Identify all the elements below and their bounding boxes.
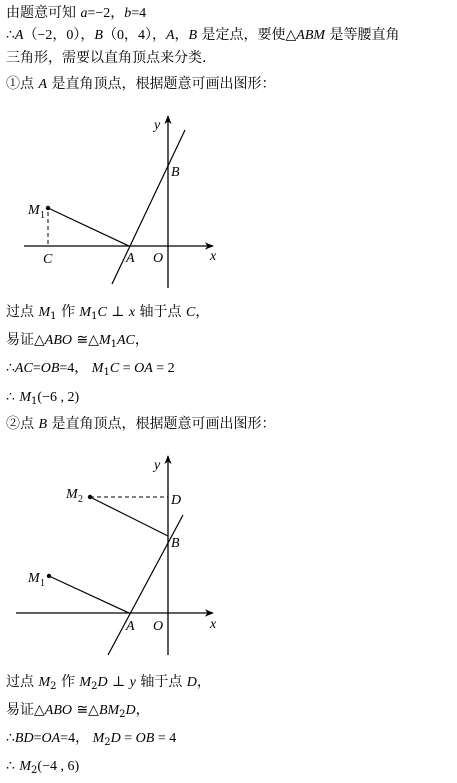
point-m1: [46, 206, 50, 210]
label-o: O: [153, 251, 164, 266]
point-m1: [47, 574, 51, 578]
text-line-3: 三角形，需要以直角顶点来分类.: [6, 50, 207, 66]
label-b: B: [171, 165, 180, 180]
point-m2: [88, 495, 92, 499]
label-c: C: [43, 252, 53, 267]
text-line-6: 易证△ABO $≅\triangle M_1AC$，: [6, 332, 149, 350]
figure-1: [0, 110, 457, 300]
label-m1-sub: 1: [40, 210, 45, 221]
label-y: y: [154, 458, 161, 473]
label-m1: M: [28, 571, 40, 586]
label-b: B: [171, 536, 180, 551]
label-a: A: [126, 251, 135, 266]
text-line-9: ②点 B 是直角顶点，根据题意可画出图形：: [6, 416, 276, 432]
segment-m1-a: [49, 576, 129, 613]
label-o: O: [153, 619, 164, 634]
text-line-4: ①点 A 是直角顶点，根据题意可画出图形：: [6, 76, 276, 92]
label-d: D: [171, 493, 182, 508]
label-a: A: [126, 619, 135, 634]
segment-m2-b: [90, 497, 168, 536]
text-line-8: ∴ $M_1(-6$ , 2): [6, 389, 80, 407]
label-m1-sub: 1: [40, 578, 45, 589]
text-line-1: 由题意可知 a=−2，b=4: [6, 5, 147, 21]
text-line-2: ∴A（−2，0），B（0，4），A，B 是定点，要使△ABM 是等腰直角: [6, 27, 400, 43]
text-line-13: ∴ $M_2(-4$ , 6): [6, 758, 80, 776]
text-line-11: 易证△ABO $≅\triangle BM_2D$，: [6, 702, 150, 720]
label-y: y: [154, 118, 161, 133]
text-line-10: 过点 $M_2$ 作 $M_2D$ ⊥ y 轴于点 D，: [6, 674, 211, 692]
label-x: x: [210, 617, 217, 632]
label-x: x: [210, 249, 217, 264]
figure-2: [0, 450, 457, 665]
label-m2: M: [66, 487, 78, 502]
line-ab: [112, 130, 185, 284]
segment-m1-a: [48, 208, 129, 246]
label-m1: M: [28, 203, 40, 218]
text-line-12: ∴BD=OA=4， $M_2D$ = OB = 4: [6, 730, 177, 748]
label-m2-sub: 2: [78, 494, 83, 505]
text-line-5: 过点 $M_1$ 作 $M_1C$ ⊥ x 轴于点 C，: [6, 304, 210, 322]
text-line-7: ∴AC=OB=4， $M_1C$ = OA = 2: [6, 360, 175, 378]
